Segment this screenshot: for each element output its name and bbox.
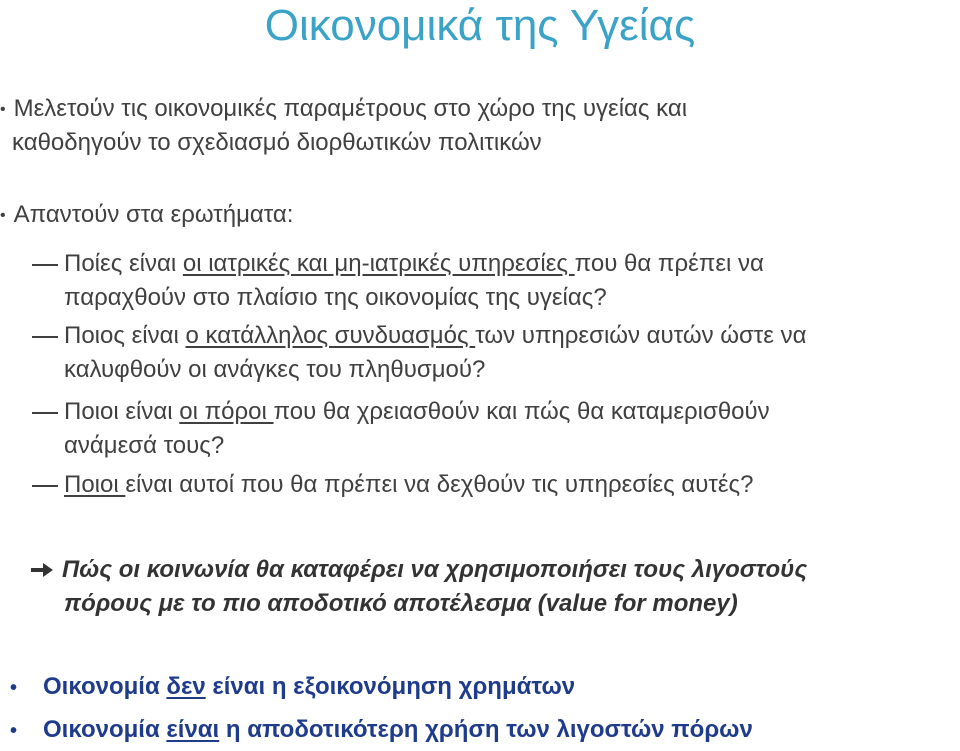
bullet-questions: [0, 199, 293, 232]
question-1-underlined: οι ιατρικές και μη-ιατρικές υπηρεσίες: [182, 250, 575, 277]
definition-2: [10, 714, 753, 747]
bullet-study-line2: καθοδηγούν το σχεδιασμό διορθωτικών πολιτικών: [12, 129, 542, 156]
question-3-underlined: οι πόροι: [179, 398, 274, 425]
definition-2-pre: Οικονομία: [43, 716, 167, 743]
question-1-post: που θα πρέπει να: [574, 250, 764, 277]
definition-2-underlined: είναι: [166, 716, 220, 743]
definition-1: [10, 671, 575, 704]
question-2-line2: καλυφθούν οι ανάγκες του πληθυσμού?: [64, 356, 486, 383]
conclusion-line2: πόρους με το πιο αποδοτικό αποτέλεσμα (value for money): [64, 590, 738, 617]
bullet-dot: •: [10, 677, 18, 699]
question-1-line1: [64, 248, 764, 280]
question-3-post: που θα χρειασθούν και πώς θα καταμερισθούν: [273, 398, 770, 425]
bullet-dot: •: [10, 720, 18, 742]
question-2-pre: Ποιος είναι: [64, 322, 186, 349]
question-3-line1: [64, 396, 770, 428]
bullet-dot: •: [0, 101, 6, 118]
question-1-pre: Ποίες είναι: [64, 250, 183, 277]
dash-icon: [32, 412, 58, 414]
arrow-right-icon: [30, 555, 56, 589]
definition-1-underlined: δεν: [166, 673, 206, 700]
question-2-post: των υπηρεσιών αυτών ώστε να: [475, 322, 807, 349]
question-3-line2: ανάμεσά τους?: [64, 432, 225, 459]
definition-1-pre: Οικονομία: [43, 673, 167, 700]
conclusion-text-1: Πώς οι κοινωνία θα καταφέρει να χρησιμοποιήσει τους λιγοστούς: [62, 556, 808, 583]
question-2-underlined: ο κατάλληλος συνδυασμός: [185, 322, 476, 349]
slide-title: Οικονομικά της Υγείας: [264, 1, 696, 50]
definition-2-post: η αποδοτικότερη χρήση των λιγοστών πόρων: [219, 716, 753, 743]
definition-1-post: είναι η εξοικονόμηση χρημάτων: [205, 673, 576, 700]
bullet-study-text: Μελετούν τις οικονομικές παραμέτρους στο χώρο της υγείας και: [13, 95, 688, 122]
question-1-line2: παραχθούν στο πλαίσιο της οικονομίας της υγείας?: [64, 284, 607, 311]
question-3-pre: Ποιοι είναι: [64, 398, 180, 425]
bullet-dot: •: [0, 207, 6, 224]
bullet-study-line1: [0, 93, 687, 126]
bullet-questions-text: Απαντούν στα ερωτήματα:: [13, 201, 294, 228]
question-4-post: είναι αυτοί που θα πρέπει να δεχθούν τις υπηρεσίες αυτές?: [125, 471, 754, 498]
dash-icon: [32, 264, 58, 266]
dash-icon: [32, 485, 58, 487]
conclusion-line1: [30, 553, 807, 589]
dash-icon: [32, 336, 58, 338]
question-4-underlined: Ποιοι: [64, 471, 126, 498]
question-2-line1: [64, 320, 807, 352]
question-4-line1: [64, 469, 753, 501]
